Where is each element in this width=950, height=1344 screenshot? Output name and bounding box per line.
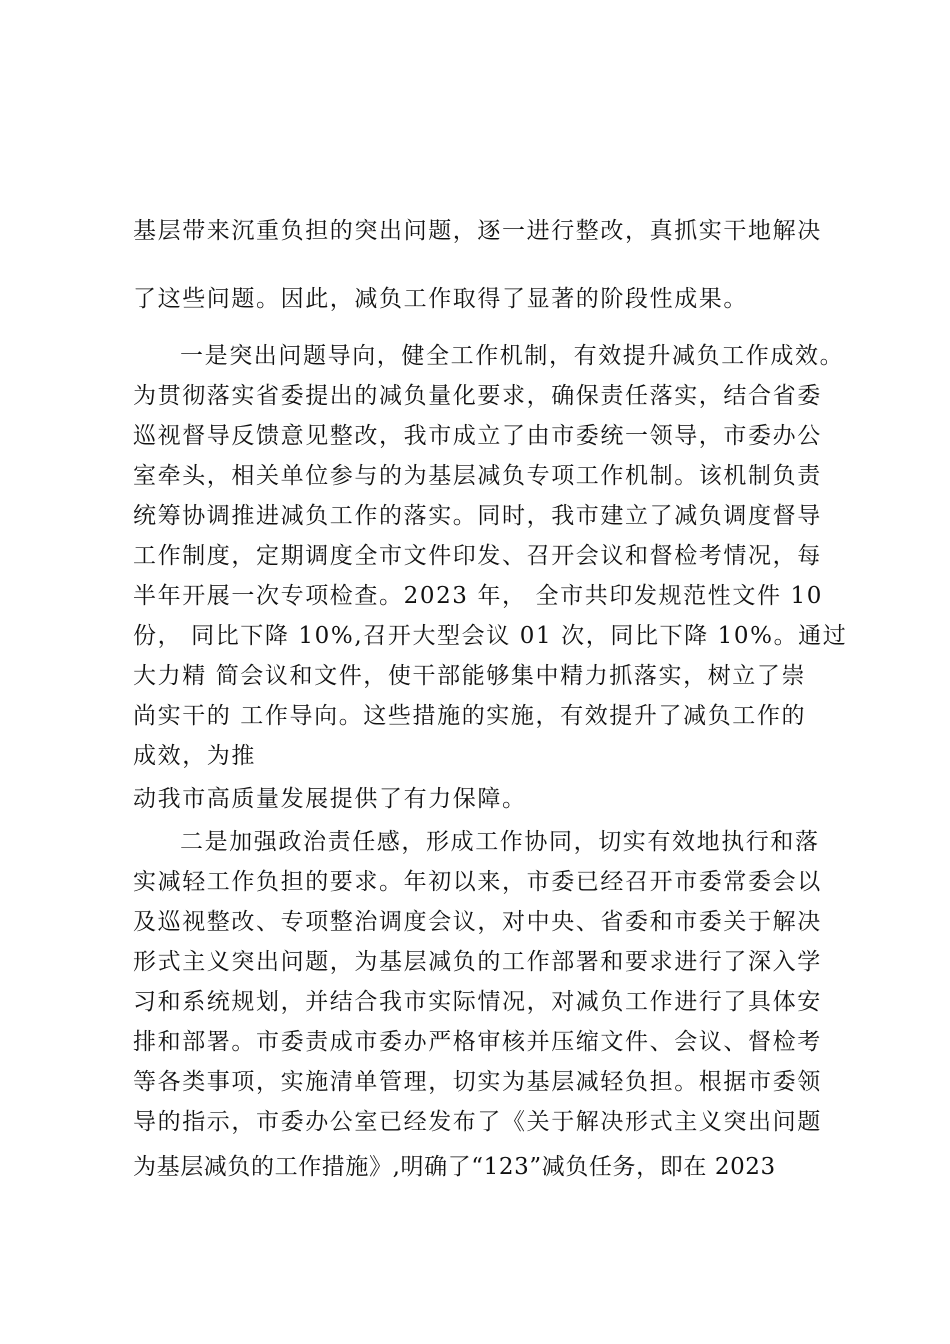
paragraph-line-22: 导的指示，市委办公室已经发布了《关于解决形式主义突出问题 [133, 1109, 822, 1135]
paragraph-line-7: 统筹协调推进减负工作的落实。同时，我市建立了减负调度督导 [133, 503, 822, 529]
paragraph-line-4: 为贯彻落实省委提出的减负量化要求，确保责任落实，结合省委 [133, 383, 822, 409]
paragraph-line-8: 工作制度，定期调度全市文件印发、召开会议和督检考情况，每 [133, 543, 822, 569]
paragraph-line-23: 为基层减负的工作措施》,明确了“123”减负任务，即在 2023 [133, 1154, 776, 1180]
paragraph-line-9: 半年开展一次专项检查。2023 年， 全市共印发规范性文件 10 [133, 583, 823, 609]
paragraph-line-16: 实减轻工作负担的要求。年初以来，市委已经召开市委常委会以 [133, 869, 822, 895]
paragraph-line-5: 巡视督导反馈意见整改，我市成立了由市委统一领导，市委办公 [133, 423, 822, 449]
paragraph-line-11: 大力精 简会议和文件，使干部能够集中精力抓落实，树立了崇 [133, 663, 807, 689]
paragraph-line-12: 尚实干的 工作导向。这些措施的实施，有效提升了减负工作的 [133, 703, 807, 729]
paragraph-line-17: 及巡视整改、专项整治调度会议，对中央、省委和市委关于解决 [133, 909, 822, 935]
paragraph-line-21: 等各类事项，实施清单管理，切实为基层减轻负担。根据市委领 [133, 1069, 822, 1095]
paragraph-line-18: 形式主义突出问题，为基层减负的工作部署和要求进行了深入学 [133, 949, 822, 975]
paragraph-line-2: 了这些问题。因此，减负工作取得了显著的阶段性成果。 [133, 286, 748, 312]
paragraph-line-3: 一是突出问题导向，健全工作机制，有效提升减负工作成效。 [180, 343, 845, 369]
paragraph-line-6: 室牵头，相关单位参与的为基层减负专项工作机制。该机制负责 [133, 463, 822, 489]
paragraph-line-10: 份， 同比下降 10%,召开大型会议 01 次，同比下降 10%。通过 [133, 623, 848, 649]
paragraph-line-14: 动我市高质量发展提供了有力保障。 [133, 786, 527, 812]
paragraph-line-1: 基层带来沉重负担的突出问题，逐一进行整改，真抓实干地解决 [133, 218, 822, 244]
paragraph-line-20: 排和部署。市委责成市委办严格审核并压缩文件、会议、督检考 [133, 1029, 822, 1055]
paragraph-line-13: 成效，为推 [133, 743, 256, 769]
paragraph-line-15: 二是加强政治责任感，形成工作协同，切实有效地执行和落 [180, 829, 820, 855]
paragraph-line-19: 习和系统规划，并结合我市实际情况，对减负工作进行了具体安 [133, 989, 822, 1015]
